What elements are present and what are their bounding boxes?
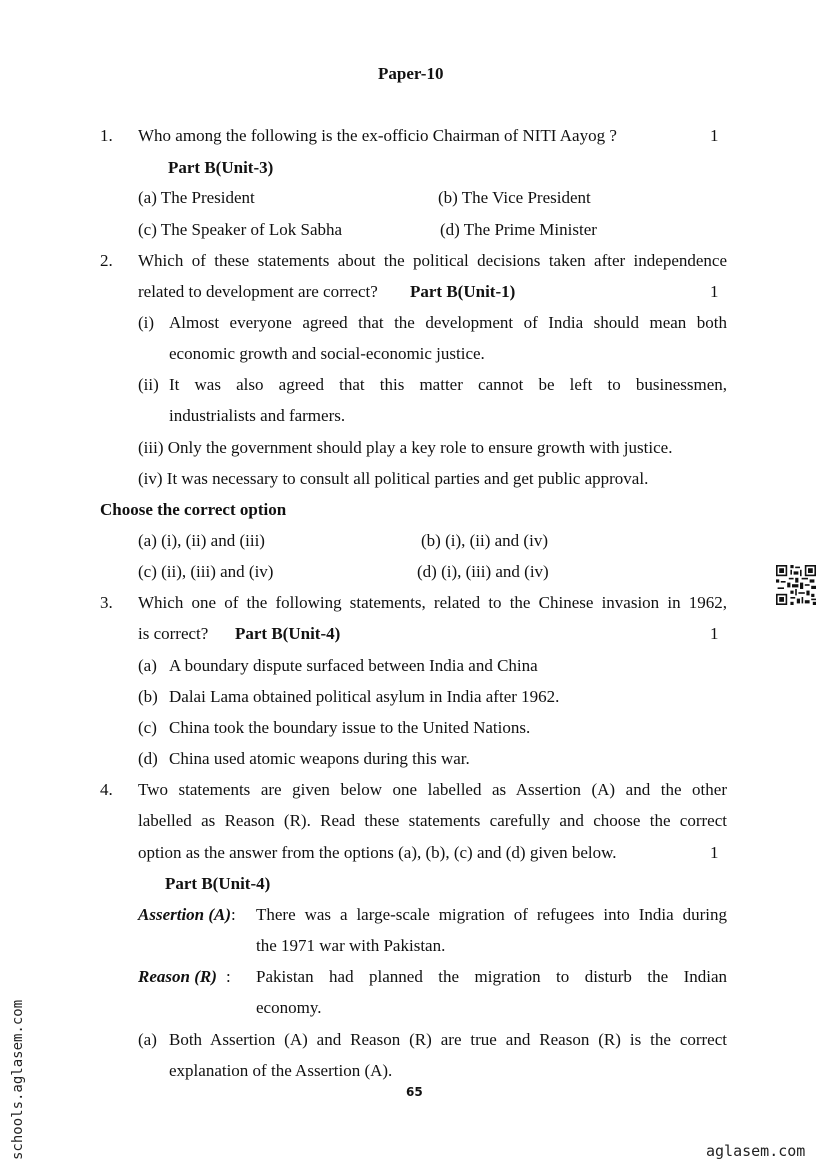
- q3-line-2: is correct?: [138, 624, 209, 643]
- q3-number: 3.: [100, 593, 113, 612]
- q1-number: 1.: [100, 126, 113, 145]
- q4-reason-colon: :: [226, 967, 231, 986]
- q2-option-d: (d) (i), (iii) and (iv): [417, 562, 549, 581]
- q3-option-d-label: (d): [138, 749, 158, 768]
- q4-reason-line-1: Pakistan had planned the migration to disturb the Indian: [256, 967, 727, 986]
- bottom-watermark: aglasem.com: [706, 1142, 806, 1160]
- q3-option-d-text: China used atomic weapons during this war.: [169, 749, 470, 768]
- q3-option-c-text: China took the boundary issue to the United Nations.: [169, 718, 531, 737]
- q4-line-1: Two statements are given below one labelled as Assertion (A) and the other: [138, 780, 727, 799]
- q1-marks: 1: [710, 126, 719, 145]
- q2-statement-2-line-2: industrialists and farmers.: [169, 406, 346, 425]
- q2-statement-2-label: (ii): [138, 375, 159, 394]
- q4-line-3: option as the answer from the options (a), (b), (c) and (d) given below.: [138, 843, 617, 862]
- q2-statement-2-line-1: It was also agreed that this matter cannot be left to businessmen,: [169, 375, 727, 394]
- q4-reason-label: Reason (R): [138, 967, 217, 986]
- side-watermark: schools.aglasem.com: [10, 999, 26, 1160]
- q2-statement-3: (iii) Only the government should play a key role to ensure growth with justice.: [138, 438, 673, 457]
- qr-code-icon: [776, 565, 816, 605]
- q4-marks: 1: [710, 843, 719, 862]
- q2-statement-1-line-2: economic growth and social-economic justice.: [169, 344, 485, 363]
- q3-line-1: Which one of the following statements, related to the Chinese invasion in 1962,: [138, 593, 727, 612]
- q3-option-a-text: A boundary dispute surfaced between India and China: [169, 656, 538, 675]
- q4-assertion-colon: :: [231, 905, 236, 924]
- q4-assertion-line-2: the 1971 war with Pakistan.: [256, 936, 446, 955]
- page-title: Paper-10: [378, 64, 444, 83]
- q1-part-label: Part B(Unit-3): [168, 158, 274, 177]
- q2-marks: 1: [710, 282, 719, 301]
- q1-option-c: (c) The Speaker of Lok Sabha: [138, 220, 343, 239]
- q1-text: Who among the following is the ex-officio Chairman of NITI Aayog ?: [138, 126, 617, 145]
- q2-statement-4: (iv) It was necessary to consult all political parties and get public approval.: [138, 469, 649, 488]
- q3-marks: 1: [710, 624, 719, 643]
- q1-option-b: (b) The Vice President: [438, 188, 591, 207]
- q3-option-a-label: (a): [138, 656, 157, 675]
- q3-option-b-text: Dalai Lama obtained political asylum in India after 1962.: [169, 687, 560, 706]
- q2-option-b: (b) (i), (ii) and (iv): [421, 531, 548, 550]
- q2-statement-1-label: (i): [138, 313, 155, 332]
- q4-number: 4.: [100, 780, 113, 799]
- q4-assertion-heading: [138, 905, 236, 925]
- q2-part-label: Part B(Unit-1): [410, 282, 516, 301]
- q2-statement-1-line-1: Almost everyone agreed that the development of India should mean both: [169, 313, 727, 332]
- q4-line-2: labelled as Reason (R). Read these statements carefully and choose the correct: [138, 811, 727, 830]
- q3-part-label: Part B(Unit-4): [235, 624, 341, 643]
- q2-choose-heading: Choose the correct option: [100, 500, 287, 519]
- q2-number: 2.: [100, 251, 113, 270]
- q1-option-d: (d) The Prime Minister: [440, 220, 597, 239]
- q2-option-c: (c) (ii), (iii) and (iv): [138, 562, 274, 581]
- q2-line-2: related to development are correct?: [138, 282, 378, 301]
- q4-option-a-line-1: Both Assertion (A) and Reason (R) are true and Reason (R) is the correct: [169, 1030, 727, 1049]
- q4-assertion-line-1: There was a large-scale migration of refugees into India during: [256, 905, 727, 924]
- q2-line-1: Which of these statements about the political decisions taken after independence: [138, 251, 727, 270]
- q1-option-a: (a) The President: [138, 188, 255, 207]
- q3-option-c-label: (c): [138, 718, 157, 737]
- q4-assertion-label: Assertion (A): [138, 905, 232, 924]
- q4-option-a-label: (a): [138, 1030, 157, 1049]
- q4-reason-line-2: economy.: [256, 998, 322, 1017]
- q4-option-a-line-2: explanation of the Assertion (A).: [169, 1061, 393, 1080]
- q4-part-label: Part B(Unit-4): [165, 874, 271, 893]
- q3-option-b-label: (b): [138, 687, 158, 706]
- page-number: 65: [406, 1085, 423, 1099]
- q2-option-a: (a) (i), (ii) and (iii): [138, 531, 265, 550]
